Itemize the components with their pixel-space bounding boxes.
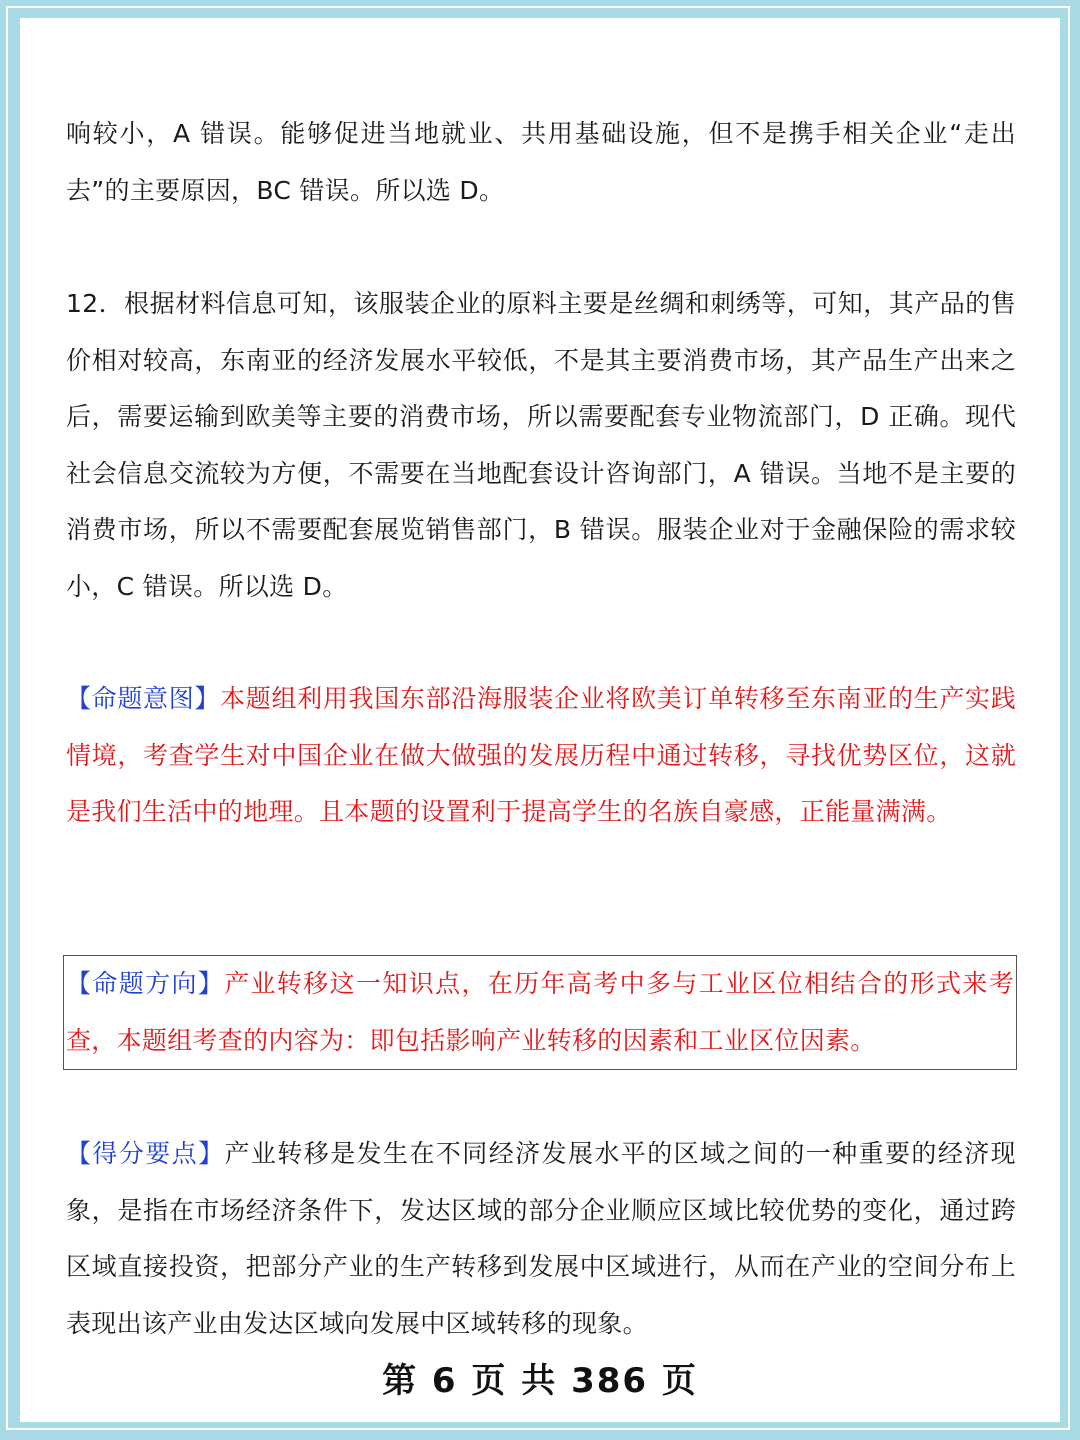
keypoints-label: 【得分要点】: [66, 1139, 225, 1168]
answer-12-paragraph: [66, 276, 1016, 615]
keypoints-paragraph: [66, 1126, 1016, 1352]
page-number-footer: 第 6 页 共 386 页: [382, 1361, 698, 1401]
answer-12-text: 12．根据材料信息可知，该服装企业的原料主要是丝绸和刺绣等，可知，其产品的售价相对较高，东南亚的经济发展水平较低，不是其主要消费市场，其产品生产出来之后，需要运输到欧美等主要的消费市场，所以需要配套专业物流部门，D 正确。现代社会信息交流较为方便，不需要在当地配套设计咨询部门，A 错误。当地不是主要的消费市场，所以不需要配套展览销售部门，B 错误。服装企业对于金融保险的需求较小，C 错误。所以选 D。: [66, 289, 1016, 601]
direction-label: 【命题方向】: [66, 969, 225, 998]
direction-text: 产业转移这一知识点，在历年高考中多与工业区位相结合的形式来考查，本题组考查的内容为：即包括影响产业转移的因素和工业区位因素。: [66, 969, 1014, 1055]
document-page: [20, 18, 1060, 1422]
keypoints-text: 产业转移是发生在不同经济发展水平的区域之间的一种重要的经济现象，是指在市场经济条件下，发达区域的部分企业顺应区域比较优势的变化，通过跨区域直接投资，把部分产业的生产转移到发展中区域进行，从而在产业的空间分布上表现出该产业由发达区域向发展中区域转移的现象。: [66, 1139, 1016, 1338]
direction-box: [63, 955, 1017, 1070]
continuation-text: 响较小，A 错误。能够促进当地就业、共用基础设施，但不是携手相关企业“走出去”的主要原因，BC 错误。所以选 D。: [66, 119, 1016, 205]
continuation-paragraph: [66, 106, 1016, 219]
direction-paragraph: [66, 956, 1014, 1069]
intent-text: 本题组利用我国东部沿海服装企业将欧美订单转移至东南亚的生产实践情境，考查学生对中国企业在做大做强的发展历程中通过转移，寻找优势区位，这就是我们生活中的地理。且本题的设置利于提高学生的名族自豪感，正能量满满。: [66, 684, 1016, 826]
intent-label: 【命题意图】: [66, 684, 221, 713]
intent-paragraph: [66, 671, 1016, 841]
